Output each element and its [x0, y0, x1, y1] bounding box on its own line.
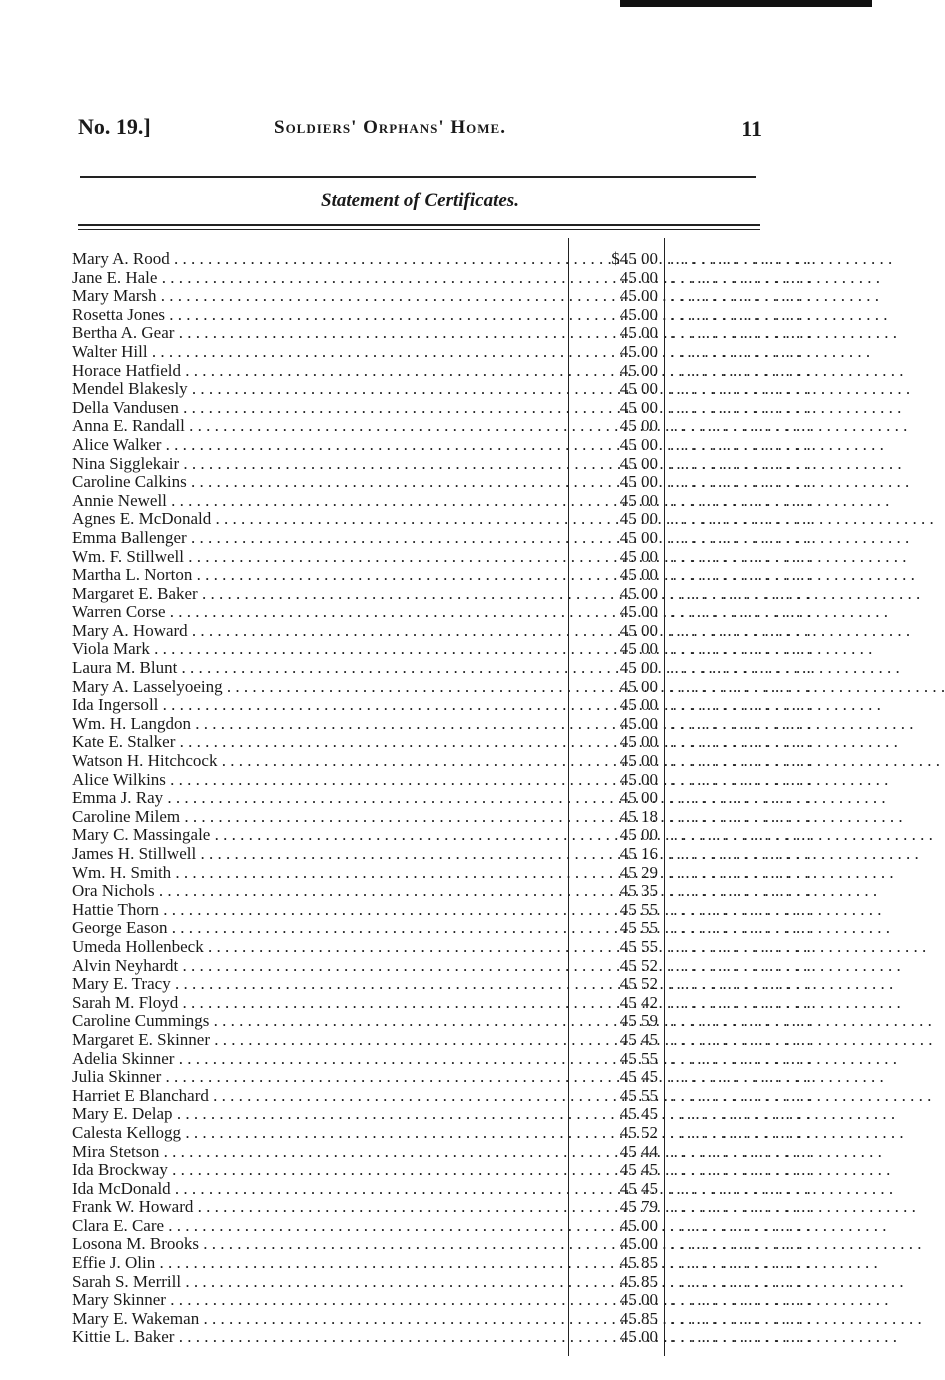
table-row — [0, 380, 872, 399]
certificate-amount: 45 00 — [619, 527, 658, 547]
leader-dots: . . . . . . . . . . . . . . — [670, 527, 812, 547]
leader-dots: . . . . . . . . . . . . . . — [670, 379, 812, 399]
table-row — [0, 1068, 872, 1087]
certificate-amount: 45 00 — [619, 788, 658, 808]
recipient-name: Kate E. Stalker . . . — [72, 733, 560, 752]
leader-dots: . . . . . . . . . . . . . . — [670, 1271, 812, 1291]
certificate-amount: 45 00 — [619, 453, 658, 473]
table-row — [0, 324, 872, 343]
leader-dots: . . . . . . . . . . . . . . — [670, 844, 812, 863]
table-row — [0, 975, 872, 994]
page-number: 11 — [741, 116, 762, 141]
table-row — [0, 510, 872, 529]
certificate-amount: 45 00 — [619, 1215, 658, 1235]
leader-dots: . . . . . . . . . . . . . . — [670, 583, 812, 603]
table-row — [0, 287, 872, 306]
leader-dots: . . . . . . . . . . . . . . — [670, 825, 812, 845]
table-row — [0, 919, 872, 938]
leader-dots: . . . . . . . . . . . . . . — [670, 323, 812, 343]
leader-dots: . . . . . . . . . . . . . . — [670, 1215, 812, 1235]
leader-dots: . . . . . . . . . . . . . . — [670, 1327, 812, 1347]
certificate-amount: 45 44 — [619, 1141, 658, 1161]
table-row — [0, 529, 872, 548]
certificate-amount: 45 29 — [619, 862, 658, 882]
recipient-name: Umeda Hollenbeck . . . — [72, 938, 560, 957]
certificate-amount: 45 00 — [619, 620, 658, 640]
recipient-name: Wm. H. Smith . . . — [72, 864, 560, 883]
recipient-name: Julia Skinner . . . — [72, 1068, 560, 1087]
leader-dots: . . . . . . . . . . . . . . — [670, 713, 812, 733]
recipient-name: Bertha A. Gear . . . — [72, 324, 560, 343]
certificate-amount: 45 00 — [619, 769, 658, 789]
certificate-amount: 45 00 — [619, 1234, 658, 1254]
table-row — [0, 306, 872, 325]
recipient-name: Agnes E. McDonald . . . — [72, 510, 560, 529]
leader-dots: . . . . . . . . . . . . . . — [670, 1234, 812, 1254]
certificate-amount: 45 85 — [619, 1271, 658, 1291]
table-row — [0, 1012, 872, 1031]
leader-dots: . . . . . . . . . . . . . . — [670, 341, 812, 361]
leader-dots: . . . . . . . . . . . . . . — [670, 1067, 812, 1087]
table-row — [0, 715, 872, 734]
recipient-name: James H. Stillwell . . . — [72, 845, 560, 864]
document-number: No. 19.] — [78, 114, 151, 139]
table-row — [0, 1254, 872, 1273]
leader-dots: . . . . . . . . . . . . . . — [670, 304, 812, 324]
leader-dots: . . . . . . . . . . . . . . — [670, 565, 812, 585]
recipient-name: Margaret E. Skinner . . . — [72, 1031, 560, 1050]
certificate-amount: 45 00 — [619, 416, 658, 436]
recipient-name: Mary Skinner . . . — [72, 1291, 560, 1310]
certificate-amount: 45 00 — [619, 267, 658, 287]
table-row — [0, 362, 872, 381]
recipient-name: Nina Sigglekair . . . — [72, 455, 560, 474]
leader-dots: . . . . . . . . . . . . . . — [670, 974, 812, 994]
table-row — [0, 1180, 872, 1199]
table-row — [0, 492, 872, 511]
recipient-name: Ora Nichols . . . — [72, 882, 560, 901]
recipient-name: Walter Hill . . . — [72, 343, 560, 362]
certificate-amount: 45 45 — [619, 1067, 658, 1087]
recipient-name: George Eason . . . — [72, 919, 560, 938]
certificate-amount: 45 18 — [619, 806, 658, 826]
recipient-name: Wm. H. Langdon . . . — [72, 715, 560, 734]
leader-dots: . . . . . . . . . . . . . . — [670, 286, 812, 306]
leader-dots: . . . . . . . . . . . . . . — [670, 509, 812, 529]
recipient-name: Mary E. Wakeman . . . — [72, 1310, 560, 1329]
table-row — [0, 1217, 872, 1236]
recipient-name: Adelia Skinner . . . — [72, 1050, 560, 1069]
table-row — [0, 678, 872, 697]
leader-dots: . . . . . . . . . . . . . . — [670, 918, 812, 938]
certificate-amount: 45 45 — [619, 1029, 658, 1049]
certificate-amount: 45 00 — [619, 695, 658, 715]
table-row — [0, 864, 872, 883]
certificate-amount: 45 59 — [619, 1011, 658, 1031]
recipient-name: Effie J. Olin . . . — [72, 1254, 560, 1273]
certificate-amount: 45 55 — [619, 1048, 658, 1068]
table-row — [0, 733, 872, 752]
certificate-amount: 45 00 — [619, 304, 658, 324]
recipient-name: Alvin Neyhardt . . . — [72, 957, 560, 976]
table-row — [0, 1235, 872, 1254]
leader-dots: . . . . . . . . . . . . . . — [670, 769, 812, 789]
recipient-name: Alice Walker . . . — [72, 436, 560, 455]
table-row — [0, 1273, 872, 1292]
recipient-name: Jane E. Hale . . . — [72, 269, 560, 288]
certificate-table — [0, 250, 872, 1347]
table-row — [0, 1328, 872, 1347]
leader-dots: . . . . . . . . . . . . . . — [670, 1085, 812, 1105]
table-row — [0, 1050, 872, 1069]
certificate-amount: 45 00 — [619, 323, 658, 343]
certificate-amount: 45 00 — [619, 639, 658, 659]
table-row — [0, 1143, 872, 1162]
leader-dots: . . . . . . . . . . . . . . — [670, 955, 812, 975]
page-header — [78, 114, 762, 144]
recipient-name: Caroline Cummings . . . — [72, 1012, 560, 1031]
table-row — [0, 548, 872, 567]
recipient-name: Caroline Calkins . . . — [72, 473, 560, 492]
page-edge-bar — [620, 0, 872, 7]
leader-dots: . . . . . . . . . . . . . . — [670, 1253, 812, 1273]
certificate-amount: 45 00 — [619, 1290, 658, 1310]
recipient-name: Warren Corse . . . — [72, 603, 560, 622]
certificate-amount: 45 52 — [619, 1122, 658, 1142]
certificate-amount: 45 00 — [619, 602, 658, 622]
recipient-name: Mary Marsh . . . — [72, 287, 560, 306]
leader-dots: . . . . . . . . . . . . . . — [670, 546, 812, 566]
leader-dots: . . . . . . . . . . . . . . — [670, 472, 812, 492]
recipient-name: Mendel Blakesly . . . — [72, 380, 560, 399]
leader-dots: . . . . . . . . . . . . . . — [670, 936, 812, 956]
leader-dots: . . . . . . . . . . . . . . — [670, 249, 812, 268]
recipient-name: Mary A. Rood . . . — [72, 250, 560, 269]
recipient-name: Kittie L. Baker . . . — [72, 1328, 560, 1347]
table-row — [0, 1031, 872, 1050]
certificate-amount: 45 85 — [619, 1308, 658, 1328]
table-top-rule — [78, 224, 760, 226]
recipient-name: Rosetta Jones . . . — [72, 306, 560, 325]
leader-dots: . . . . . . . . . . . . . . — [670, 1160, 812, 1180]
recipient-name: Watson H. Hitchcock . . . — [72, 752, 560, 771]
certificate-amount: 45 55 — [619, 899, 658, 919]
table-row — [0, 269, 872, 288]
leader-dots: . . . . . . . . . . . . . . — [670, 639, 812, 659]
certificate-amount: 45 00 — [619, 658, 658, 678]
leader-dots: . . . . . . . . . . . . . . — [670, 360, 812, 380]
certificate-amount: 45 52 — [619, 974, 658, 994]
leader-dots: . . . . . . . . . . . . . . — [670, 658, 812, 678]
recipient-name: Mary A. Lasselyoeing . . . — [72, 678, 560, 697]
certificate-amount: 45 00 — [619, 713, 658, 733]
certificate-amount: 45 55 — [619, 1085, 658, 1105]
recipient-name: Caroline Milem . . . — [72, 808, 560, 827]
leader-dots: . . . . . . . . . . . . . . — [670, 453, 812, 473]
recipient-name: Della Vandusen . . . — [72, 399, 560, 418]
certificate-amount: 45 79 — [619, 1197, 658, 1217]
certificate-amount: 45 55 — [619, 936, 658, 956]
table-row — [0, 771, 872, 790]
leader-dots: . . . . . . . . . . . . . . — [670, 862, 812, 882]
table-row — [0, 938, 872, 957]
leader-dots: . . . . . . . . . . . . . . — [670, 1178, 812, 1198]
header-rule — [80, 176, 756, 178]
table-row — [0, 882, 872, 901]
certificate-amount: 45 00 — [619, 546, 658, 566]
table-row — [0, 845, 872, 864]
table-row — [0, 417, 872, 436]
recipient-name: Sarah M. Floyd . . . — [72, 994, 560, 1013]
certificate-amount: 45 00 — [619, 490, 658, 510]
table-row — [0, 1105, 872, 1124]
certificate-amount: 45 16 — [619, 844, 658, 863]
recipient-name: Sarah S. Merrill . . . — [72, 1273, 560, 1292]
recipient-name: Martha L. Norton . . . — [72, 566, 560, 585]
certificate-amount: 45 00 — [619, 732, 658, 752]
certificate-amount: 45 35 — [619, 881, 658, 901]
recipient-name: Alice Wilkins . . . — [72, 771, 560, 790]
leader-dots: . . . . . . . . . . . . . . — [670, 806, 812, 826]
leader-dots: . . . . . . . . . . . . . . — [670, 732, 812, 752]
certificate-amount: 45 45 — [619, 1104, 658, 1124]
certificate-amount: 45 00 — [619, 286, 658, 306]
certificate-amount: 45 00 — [619, 341, 658, 361]
leader-dots: . . . . . . . . . . . . . . — [670, 1011, 812, 1031]
table-row — [0, 659, 872, 678]
recipient-name: Wm. F. Stillwell . . . — [72, 548, 560, 567]
leader-dots: . . . . . . . . . . . . . . — [670, 490, 812, 510]
certificate-amount: 45 00 — [619, 565, 658, 585]
table-row — [0, 1291, 872, 1310]
running-title: Soldiers' Orphans' Home. — [274, 117, 506, 138]
recipient-name: Ida McDonald . . . — [72, 1180, 560, 1199]
table-row — [0, 603, 872, 622]
table-row — [0, 696, 872, 715]
leader-dots: . . . . . . . . . . . . . . — [670, 1290, 812, 1310]
table-row — [0, 436, 872, 455]
recipient-name: Anna E. Randall . . . — [72, 417, 560, 436]
table-row — [0, 901, 872, 920]
table-row — [0, 752, 872, 771]
table-row — [0, 808, 872, 827]
certificate-amount: 45 00 — [619, 751, 658, 771]
recipient-name: Hattie Thorn . . . — [72, 901, 560, 920]
table-row — [0, 1198, 872, 1217]
recipient-name: Mary A. Howard . . . — [72, 622, 560, 641]
leader-dots: . . . . . . . . . . . . . . — [670, 1197, 812, 1217]
leader-dots: . . . . . . . . . . . . . . — [670, 602, 812, 622]
recipient-name: Clara E. Care . . . — [72, 1217, 560, 1236]
certificate-amount: $45 00 — [611, 249, 658, 268]
recipient-name: Viola Mark . . . — [72, 640, 560, 659]
recipient-name: Annie Newell . . . — [72, 492, 560, 511]
certificate-amount: 45 85 — [619, 1253, 658, 1273]
table-row — [0, 566, 872, 585]
certificate-amount: 45 00 — [619, 583, 658, 603]
certificate-amount: 45 00 — [619, 1327, 658, 1347]
table-row — [0, 1124, 872, 1143]
recipient-name: Mary C. Massingale . . . — [72, 826, 560, 845]
leader-dots: . . . . . . . . . . . . . . — [670, 1048, 812, 1068]
recipient-name: Mira Stetson . . . — [72, 1143, 560, 1162]
table-row — [0, 455, 872, 474]
table-row — [0, 1087, 872, 1106]
certificate-amount: 45 45 — [619, 1178, 658, 1198]
leader-dots: . . . . . . . . . . . . . . — [670, 695, 812, 715]
table-row — [0, 622, 872, 641]
recipient-name: Ida Ingersoll . . . — [72, 696, 560, 715]
certificate-amount: 45 00 — [619, 379, 658, 399]
table-row — [0, 640, 872, 659]
leader-dots: . . . . . . . . . . . . . . — [670, 434, 812, 454]
leader-dots: . . . . . . . . . . . . . . — [670, 1122, 812, 1142]
recipient-name: Laura M. Blunt . . . — [72, 659, 560, 678]
table-row — [0, 343, 872, 362]
table-row — [0, 473, 872, 492]
certificate-amount: 45 00 — [619, 472, 658, 492]
recipient-name: Margaret E. Baker . . . — [72, 585, 560, 604]
table-row — [0, 789, 872, 808]
table-row — [0, 826, 872, 845]
certificate-amount: 45 42 — [619, 992, 658, 1012]
recipient-name: Harriet E Blanchard . . . — [72, 1087, 560, 1106]
recipient-name: Calesta Kellogg . . . — [72, 1124, 560, 1143]
recipient-name: Horace Hatfield . . . — [72, 362, 560, 381]
table-top-rule-thin — [78, 229, 760, 230]
table-row — [0, 250, 872, 269]
certificate-amount: 45 00 — [619, 676, 658, 696]
recipient-name: Ida Brockway . . . — [72, 1161, 560, 1180]
certificate-amount: 45 52 — [619, 955, 658, 975]
leader-dots: . . . . . . . . . . . . . . — [670, 676, 812, 696]
table-row — [0, 957, 872, 976]
recipient-name: Frank W. Howard . . . — [72, 1198, 560, 1217]
table-row — [0, 994, 872, 1013]
recipient-name: Mary E. Delap . . . — [72, 1105, 560, 1124]
certificate-amount: 45 00 — [619, 434, 658, 454]
leader-dots: . . . . . . . . . . . . . . — [670, 1104, 812, 1124]
table-row — [0, 585, 872, 604]
certificate-amount: 45 00 — [619, 397, 658, 417]
leader-dots: . . . . . . . . . . . . . . — [670, 397, 812, 417]
certificate-amount: 45 00 — [619, 509, 658, 529]
leader-dots: . . . . . . . . . . . . . . — [670, 881, 812, 901]
leader-dots: . . . . . . . . . . . . . . — [670, 751, 812, 771]
leader-dots: . . . . . . . . . . . . . . — [670, 899, 812, 919]
table-row — [0, 1310, 872, 1329]
leader-dots: . . . . . . . . . . . . . . — [670, 788, 812, 808]
section-title: Statement of Certificates. — [321, 190, 519, 211]
table-row — [0, 399, 872, 418]
leader-dots: . . . . . . . . . . . . . . — [670, 1308, 812, 1328]
recipient-name: Emma Ballenger . . . — [72, 529, 560, 548]
table-row — [0, 1161, 872, 1180]
recipient-name: Emma J. Ray . . . — [72, 789, 560, 808]
leader-dots: . . . . . . . . . . . . . . — [670, 1029, 812, 1049]
leader-dots: . . . . . . . . . . . . . . — [670, 620, 812, 640]
leader-dots: . . . . . . . . . . . . . . — [670, 992, 812, 1012]
leader-dots: . . . . . . . . . . . . . . — [670, 1141, 812, 1161]
certificate-amount: 45 55 — [619, 918, 658, 938]
leader-dots: . . . . . . . . . . . . . . — [670, 267, 812, 287]
recipient-name: Losona M. Brooks . . . — [72, 1235, 560, 1254]
leader-dots: . . . . . . . . . . . . . . — [670, 416, 812, 436]
certificate-amount: 45 45 — [619, 1160, 658, 1180]
certificate-amount: 45 00 — [619, 360, 658, 380]
certificate-amount: 45 00 — [619, 825, 658, 845]
recipient-name: Mary E. Tracy . . . — [72, 975, 560, 994]
